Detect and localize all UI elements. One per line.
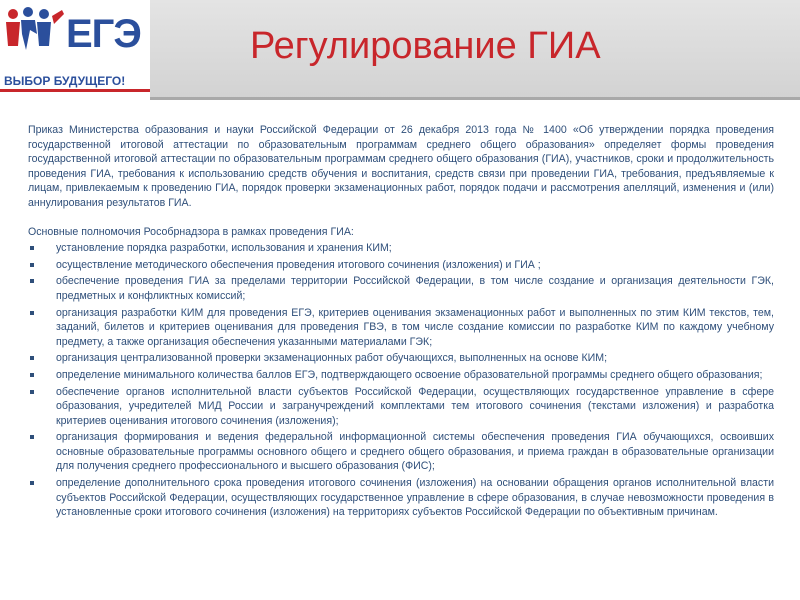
list-item-text: определение дополнительного срока проведения итогового сочинения (изложения) на основании обращения органов исполнительной власти субъектов Российской Федерации, осуществляющих государственное управление в сфере образования, в случае невозможности проведения в установленные сроки итогового сочинения (изложения) на территориях субъектов Российской Федерации по объективным причинам. xyxy=(56,477,774,519)
bullet-icon xyxy=(30,481,34,485)
bullet-icon xyxy=(30,435,34,439)
bullet-icon xyxy=(30,390,34,394)
bullet-icon xyxy=(30,263,34,267)
list-item-text: осуществление методического обеспечения проведения итогового сочинения (изложения) и ГИА ; xyxy=(56,258,541,271)
list-item-text: организация централизованной проверки экзаменационных работ обучающихся, выполненных на основе КИМ; xyxy=(56,352,608,365)
list-item-text: обеспечение проведения ГИА за пределами территории Российской Федерации, в том числе создание и организация деятельности ГЭК, предметных и конфликтных комиссий; xyxy=(56,275,774,302)
title-divider xyxy=(150,97,800,100)
bullet-icon xyxy=(30,311,34,315)
list-item xyxy=(28,351,774,366)
bullet-icon xyxy=(30,373,34,377)
intro-paragraph: Приказ Министерства образования и науки Российской Федерации от 26 декабря 2013 года № 1400 «Об утверждении порядка проведения государственной итоговой аттестации по образовательным программам среднего общего образования» определяет формы проведения государственной итоговой аттестации по образовательным программам среднего общего образования (ГИА), участников, сроки и продолжительность проведения ГИА, требования к использованию средств обучения и воспитания, средств связи при проведении ГИА, требования, предъявляемые к лицам, привлекаемым к проведению ГИА, порядок проверки экзаменационных работ, порядок подачи и рассмотрения апелляций, изменения и (или) аннулирования результатов ГИА. xyxy=(28,124,774,209)
bullet-icon xyxy=(30,246,34,250)
list-item-text: обеспечение органов исполнительной власти субъектов Российской Федерации, осуществляющих государственное управление в сфере образования, учредителей МИД России и загранучреждений комплектами тем итогового сочинения (текстами изложения) и разработка критериев оценивания итогового сочинения (изложения); xyxy=(56,385,774,427)
list-item xyxy=(28,476,774,520)
list-item xyxy=(28,258,774,273)
header xyxy=(0,0,800,105)
people-figures-icon xyxy=(4,6,66,58)
logo-brand: ЕГЭ xyxy=(66,12,141,56)
list-item xyxy=(28,385,774,429)
list-item xyxy=(28,368,774,383)
list-item-text: установление порядка разработки, использования и хранения КИМ; xyxy=(56,242,392,255)
powers-list xyxy=(28,241,774,520)
list-item-text: организация формирования и ведения федеральной информационной системы обеспечения проведения ГИА обучающихся, освоивших основные образовательные программы основного общего и среднего общего образования, и приема граждан в образовательные организации для получения среднего профессионального и высшего образования (ФИС); xyxy=(56,431,774,473)
list-item-text: организация разработки КИМ для проведения ЕГЭ, критериев оценивания экзаменационных работ и выполненных по этим КИМ текстов, тем, заданий, билетов и критериев оценивания для проведения ГВЭ, в том числе создание комиссии по разработке КИМ по каждому учебному предмету, а также организация обеспечения указанными материалами ГЭК; xyxy=(56,306,774,348)
logo-slogan: ВЫБОР БУДУЩЕГО! xyxy=(0,70,150,92)
list-item xyxy=(28,241,774,256)
bullet-icon xyxy=(30,356,34,360)
bullet-icon xyxy=(30,279,34,283)
list-item xyxy=(28,274,774,303)
logo xyxy=(0,0,150,100)
list-title: Основные полномочия Рособрнадзора в рамках проведения ГИА: xyxy=(28,225,354,238)
main-content xyxy=(28,123,774,522)
list-item xyxy=(28,430,774,474)
list-item-text: определение минимального количества баллов ЕГЭ, подтверждающего освоение образовательной программы среднего общего образования; xyxy=(56,368,763,381)
page-title: Регулирование ГИА xyxy=(250,25,601,67)
list-item xyxy=(28,306,774,350)
